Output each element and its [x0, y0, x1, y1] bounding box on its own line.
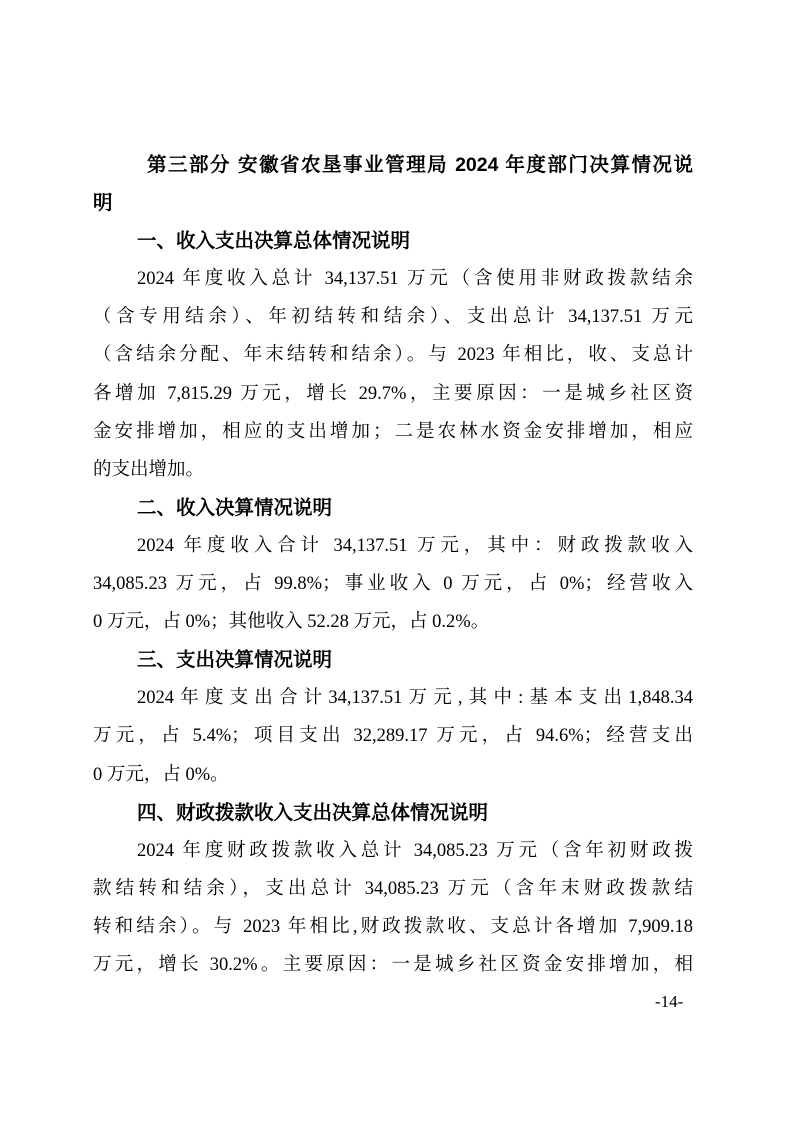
section-2-text-line: 2024 年度收入合计 34,137.51 万元，其中：财政拨款收入	[137, 535, 693, 556]
page-number: -14-	[655, 992, 684, 1011]
section-3-text-line: 2024年度支出合计34,137.51万元,其中:基本支出1,848.34	[137, 688, 693, 709]
section-1-text-line: 2024 年度收入总计 34,137.51 万元（含使用非财政拨款结余	[137, 269, 693, 290]
section-4-text-line: 万元，增长 30.2%。主要原因：一是城乡社区资金安排增加，相	[93, 954, 693, 975]
part-title-line-2: 明	[93, 192, 113, 215]
section-2-text-line: 34,085.23 万元，占 99.8%；事业收入 0 万元，占 0%；经营收入	[93, 574, 693, 595]
section-1-text-line: （含结余分配、年末结转和结余）。与 2023 年相比，收、支总计	[93, 345, 693, 366]
section-4-text-line: 款结转和结余），支出总计 34,085.23 万元（含年末财政拨款结	[93, 878, 693, 899]
section-2-heading: 二、收入决算情况说明	[137, 496, 333, 519]
section-2-text-line: 0 万元，占 0%；其他收入 52.28 万元，占 0.2%。	[93, 612, 490, 633]
section-3-text-line: 万元，占 5.4%；项目支出 32,289.17 万元，占 94.6%；经营支出	[93, 726, 693, 747]
section-4-text-line: 转和结余）。与 2023 年相比,财政拨款收、支总计各增加 7,909.18	[93, 916, 693, 937]
section-1-text-line: 各增加 7,815.29 万元，增长 29.7%，主要原因：一是城乡社区资	[93, 383, 693, 404]
section-3-text-line: 0 万元，占 0%。	[93, 764, 229, 785]
section-1-text-line: 金安排增加，相应的支出增加；二是农林水资金安排增加，相应	[93, 421, 693, 442]
document-content	[93, 146, 693, 984]
section-1-text-line: 的支出增加。	[93, 459, 205, 480]
section-3-heading: 三、支出决算情况说明	[137, 649, 333, 672]
section-1-text-line: （含专用结余）、年初结转和结余）、支出总计 34,137.51 万元	[93, 307, 693, 328]
section-4-text-line: 2024 年度财政拨款收入总计 34,085.23 万元（含年初财政拨	[137, 840, 693, 861]
section-1-heading: 一、收入支出决算总体情况说明	[137, 230, 411, 253]
part-title-line-1: 第三部分 安徽省农垦事业管理局 2024 年度部门决算情况说	[147, 154, 693, 176]
section-4-heading: 四、财政拨款收入支出决算总体情况说明	[137, 801, 489, 824]
